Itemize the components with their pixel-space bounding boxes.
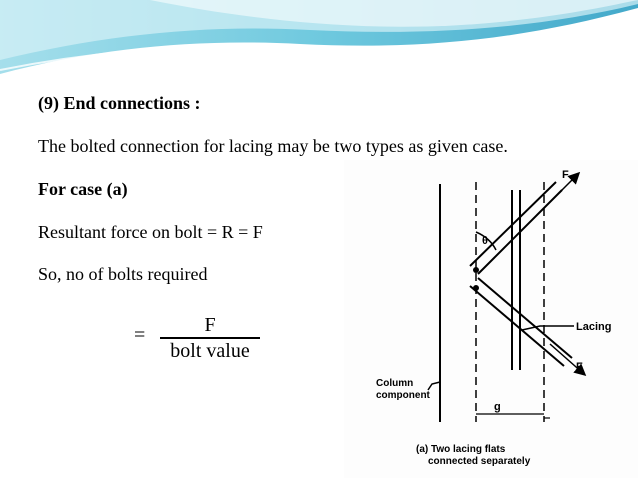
angle-label: θ (482, 235, 488, 247)
figure-caption-line-2: connected separately (428, 456, 531, 467)
bolt-lower (473, 285, 479, 291)
fraction-bar (160, 337, 260, 339)
gauge-label: g (494, 401, 501, 413)
upper-force-arrow (544, 174, 578, 208)
header-wave-banner (0, 0, 638, 80)
lacing-label: Lacing (576, 321, 612, 333)
formula-equals: = (134, 324, 146, 346)
column-leader (428, 382, 440, 390)
lacing-connection-figure (344, 160, 638, 478)
intro-text: The bolted connection for lacing may be two types as given case. (38, 136, 508, 156)
resultant-force-text: Resultant force on bolt = R = F (38, 222, 263, 242)
figure-caption-line-1: (a) Two lacing flats (416, 444, 506, 455)
bolt-count-formula (124, 308, 266, 366)
column-label-line-1: Column (376, 378, 414, 389)
section-heading: (9) End connections : (38, 93, 201, 113)
lower-lacing-edge-2 (478, 278, 572, 358)
column-label-line-2: component (376, 390, 430, 401)
bolts-required-text: So, no of bolts required (38, 264, 208, 284)
force-bottom-label: F (576, 361, 583, 373)
lacing-diagram (344, 160, 638, 478)
bolt-upper (473, 267, 479, 273)
lacing-leader (522, 326, 574, 330)
formula-denominator: bolt value (170, 340, 250, 362)
case-label: For case (a) (38, 179, 128, 199)
formula-numerator: F (204, 314, 216, 336)
force-top-label: F (562, 169, 569, 181)
